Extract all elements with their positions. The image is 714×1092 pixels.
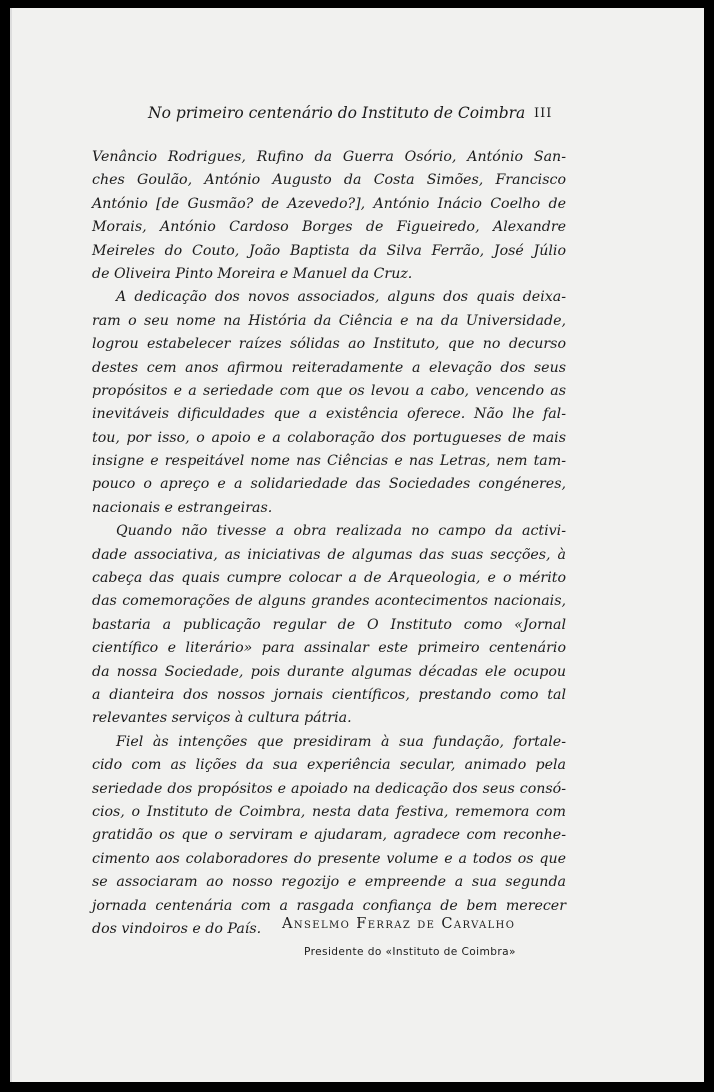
text-line: ches Goulão, António Augusto da Costa Simões, Francisco — [92, 172, 566, 189]
text-line: científico e literário» para assinalar este primeiro centenário — [92, 640, 566, 657]
book-page — [10, 8, 704, 1082]
body-text — [92, 146, 566, 941]
text-line: Fiel às intenções que presidiram à sua fundação, fortale- — [116, 733, 566, 750]
text-line: a dianteira dos nossos jornais científicos, prestando como tal — [92, 686, 566, 703]
text-line: dos vindoiros e do País. — [92, 920, 262, 937]
text-line: Meireles do Couto, João Baptista da Silva Ferrão, José Júlio — [92, 242, 566, 259]
text-line: de Oliveira Pinto Moreira e Manuel da Cruz. — [92, 265, 413, 282]
text-line: ram o seu nome na História da Ciência e na da Universidade, — [92, 312, 566, 329]
text-line: Quando não tivesse a obra realizada no campo da activi- — [116, 523, 566, 540]
signatory-name: Anselmo Ferraz de Carvalho — [282, 916, 516, 932]
text-line: logrou estabelecer raízes sólidas ao Instituto, que no decurso — [92, 336, 566, 353]
text-line: cido com as lições da sua experiência secular, animado pela — [92, 757, 566, 774]
text-line: Venâncio Rodrigues, Rufino da Guerra Osório, António San- — [92, 149, 566, 165]
text-line: gratidão os que o serviram e ajudaram, agradece com reconhe- — [92, 827, 566, 844]
text-line: António [de Gusmão? de Azevedo?], António Inácio Coelho de — [92, 195, 566, 212]
text-line: dade associativa, as iniciativas de algumas das suas secções, à — [92, 546, 566, 563]
signatory-role: Presidente do «Instituto de Coimbra» — [304, 946, 516, 958]
text-line: cios, o Instituto de Coimbra, nesta data festiva, rememora com — [92, 803, 566, 820]
text-line: pouco o apreço e a solidariedade das Sociedades congéneres, — [92, 476, 566, 493]
text-line: seriedade dos propósitos e apoiado na dedicação dos seus consó- — [92, 780, 566, 797]
running-title: No primeiro centenário do Instituto de Coimbra — [148, 104, 526, 122]
text-line: jornada centenária com a rasgada confiança de bem merecer — [92, 897, 566, 914]
text-line: propósitos e a seriedade com que os levou a cabo, vencendo as — [92, 382, 566, 399]
page-number: III — [534, 106, 553, 121]
text-line: Morais, António Cardoso Borges de Figueiredo, Alexandre — [92, 219, 566, 236]
text-line: tou, por isso, o apoio e a colaboração dos portugueses de mais — [92, 429, 566, 446]
text-line: nacionais e estrangeiras. — [92, 499, 273, 516]
text-line: das comemorações de alguns grandes acontecimentos nacionais, — [92, 593, 566, 610]
text-line: da nossa Sociedade, pois durante algumas décadas ele ocupou — [92, 663, 566, 680]
text-line: cabeça das quais cumpre colocar a de Arqueologia, e o mérito — [92, 570, 566, 587]
text-line: cimento aos colaboradores do presente volume e a todos os que — [92, 850, 566, 867]
text-line: se associaram ao nosso regozijo e empreende a sua segunda — [92, 874, 566, 891]
text-line: inevitáveis dificuldades que a existência oferece. Não lhe fal- — [92, 406, 566, 423]
text-line: relevantes serviços à cultura pátria. — [92, 710, 352, 727]
text-line: A dedicação dos novos associados, alguns dos quais deixa- — [116, 289, 566, 306]
text-line: bastaria a publicação regular de O Instituto como «Jornal — [92, 616, 566, 633]
text-line: insigne e respeitável nome nas Ciências e nas Letras, nem tam- — [92, 453, 566, 470]
text-line: destes cem anos afirmou reiteradamente a elevação dos seus — [92, 359, 566, 376]
